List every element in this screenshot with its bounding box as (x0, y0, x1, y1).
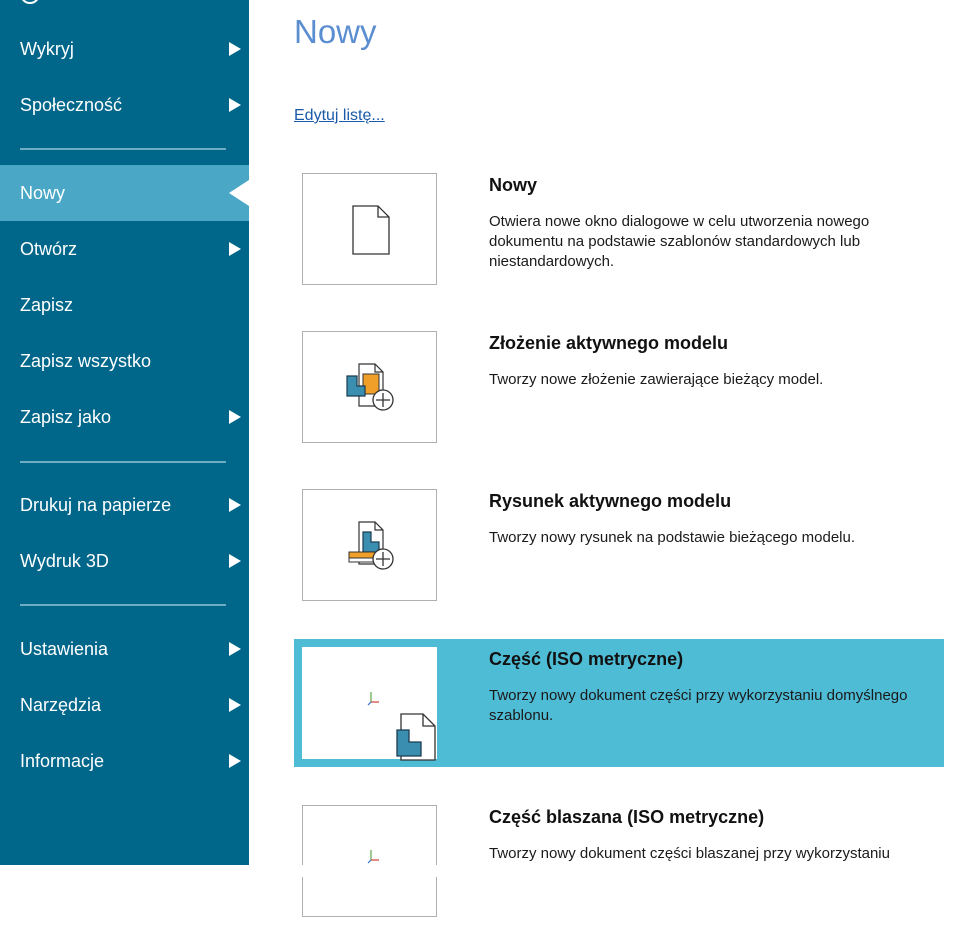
page-title: Nowy (294, 13, 377, 50)
sidebar-item-label: Zapisz jako (20, 407, 112, 427)
part-document-icon (395, 712, 439, 762)
axis-triad-icon (367, 690, 383, 706)
submenu-arrow-icon (229, 554, 241, 568)
template-item-czesc[interactable] (294, 639, 944, 767)
submenu-arrow-icon (229, 642, 241, 656)
template-thumbnail (302, 173, 437, 285)
edit-list-link[interactable]: Edytuj listę... (294, 107, 385, 124)
template-item-zlozenie[interactable] (294, 323, 944, 451)
blank-document-icon (352, 205, 390, 255)
template-description: Tworzy nowy rysunek na podstawie bieżącego modelu. (489, 529, 856, 546)
sidebar-item-zapisz-wszystko[interactable] (0, 333, 249, 389)
template-title: Część (ISO metryczne) (489, 649, 684, 669)
sidebar-item-informacje[interactable] (0, 733, 249, 789)
template-title: Złożenie aktywnego modelu (489, 333, 729, 353)
template-title: Nowy (489, 175, 538, 195)
sidebar-item-label: Zapisz (20, 295, 74, 315)
sidebar-item-label: Otwórz (20, 239, 78, 259)
submenu-arrow-icon (229, 242, 241, 256)
template-description: Tworzy nowy dokument części blaszanej przy wykorzystaniu (489, 845, 890, 862)
sidebar-item-label: Narzędzia (20, 695, 102, 715)
template-thumbnail (302, 647, 437, 759)
sidebar-item-label: Informacje (20, 751, 105, 771)
drawing-new-icon (343, 518, 399, 574)
template-item-rysunek[interactable] (294, 481, 944, 609)
sidebar-item-label: Społeczność (20, 95, 123, 115)
template-description: Tworzy nowe złożenie zawierające bieżący model. (489, 371, 824, 388)
template-title: Część blaszana (ISO metryczne) (489, 807, 765, 827)
template-title: Rysunek aktywnego modelu (489, 491, 732, 511)
submenu-arrow-icon (229, 698, 241, 712)
sidebar-divider (20, 604, 226, 606)
back-icon[interactable] (20, 0, 40, 4)
submenu-arrow-icon (229, 498, 241, 512)
sidebar-item-wykryj[interactable] (0, 21, 249, 77)
template-description: Tworzy nowy dokument części przy wykorzystaniu domyślnego szablonu. (489, 687, 908, 724)
assembly-new-icon (343, 360, 399, 416)
sidebar-item-label: Wykryj (20, 39, 74, 59)
sidebar-divider (20, 461, 226, 463)
sidebar-item-label: Drukuj na papierze (20, 495, 172, 515)
sidebar-item-label: Zapisz wszystko (20, 351, 152, 371)
sidebar (0, 0, 249, 865)
main-panel (249, 0, 956, 877)
template-thumbnail (302, 331, 437, 443)
sidebar-item-wydruk-3d[interactable] (0, 533, 249, 589)
template-description: Otwiera nowe okno dialogowe w celu utworzenia nowego dokumentu na podstawie szablonów standardowych lub niestandardowych. (489, 213, 870, 270)
sidebar-item-label: Nowy (20, 183, 66, 203)
submenu-arrow-icon (229, 410, 241, 424)
active-indicator-icon (229, 180, 249, 206)
submenu-arrow-icon (229, 98, 241, 112)
sidebar-item-zapisz[interactable] (0, 277, 249, 333)
sidebar-item-otworz[interactable] (0, 221, 249, 277)
submenu-arrow-icon (229, 42, 241, 56)
template-thumbnail (302, 805, 437, 917)
sidebar-item-label: Wydruk 3D (20, 551, 109, 571)
sidebar-item-ustawienia[interactable] (0, 621, 249, 677)
template-item-nowy[interactable] (294, 165, 944, 293)
axis-triad-icon (367, 848, 383, 864)
sidebar-item-spolecznosc[interactable] (0, 77, 249, 133)
sidebar-item-narzedzia[interactable] (0, 677, 249, 733)
sidebar-item-zapisz-jako[interactable] (0, 389, 249, 445)
template-thumbnail (302, 489, 437, 601)
sidebar-item-drukuj[interactable] (0, 477, 249, 533)
submenu-arrow-icon (229, 754, 241, 768)
template-item-czesc-blaszana[interactable] (294, 797, 944, 925)
sidebar-item-nowy[interactable] (0, 165, 249, 221)
window-bottom-edge (0, 865, 956, 877)
sidebar-divider (20, 148, 226, 150)
sidebar-item-label: Ustawienia (20, 639, 109, 659)
